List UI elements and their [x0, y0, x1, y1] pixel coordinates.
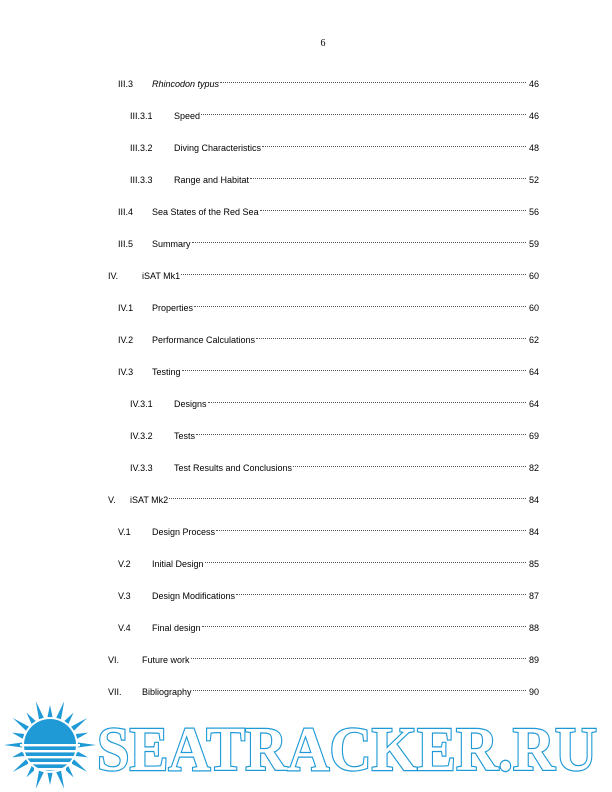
toc-entry-title: Design Process — [152, 527, 216, 537]
toc-entry-number: IV.1 — [118, 303, 134, 313]
toc-entry-title: Designs — [174, 399, 207, 409]
toc-entry-number: IV. — [108, 271, 119, 281]
toc-entry-title: Rhincodon typus — [152, 79, 220, 89]
sun-ray — [64, 713, 73, 724]
sun-ray — [47, 773, 52, 785]
toc-entry-page: 88 — [528, 623, 539, 633]
toc-entry[interactable] — [118, 328, 539, 345]
toc-entry-number: III.3.3 — [130, 175, 153, 185]
sun-ray — [71, 759, 87, 772]
sun-ray — [36, 701, 44, 719]
toc-entry[interactable] — [108, 488, 539, 505]
toc-entry-page: 48 — [528, 143, 539, 153]
leader-dots — [194, 292, 526, 307]
leader-dots — [216, 516, 526, 531]
toc-entry[interactable] — [118, 360, 539, 377]
leader-dots — [205, 548, 526, 563]
toc-entry[interactable] — [118, 72, 539, 89]
toc-entry-number: IV.3.1 — [130, 399, 153, 409]
watermark — [0, 698, 612, 792]
leader-dots — [182, 356, 526, 371]
leader-dots — [260, 196, 526, 211]
toc-entry-title: Speed — [174, 111, 201, 121]
toc-entry-number: V.2 — [118, 559, 131, 569]
leader-dots — [256, 324, 526, 339]
toc-entry-number: V.4 — [118, 623, 131, 633]
toc-entry-page: 90 — [528, 687, 539, 697]
toc-entry[interactable] — [118, 584, 539, 601]
toc-entry-number: III.3.2 — [130, 143, 153, 153]
toc-entry-title: Future work — [142, 655, 190, 665]
toc-entry-title: Initial Design — [152, 559, 204, 569]
leader-dots — [201, 100, 526, 115]
toc-entry-page: 84 — [528, 527, 539, 537]
toc-entry[interactable] — [108, 680, 539, 697]
toc-entry-number: VI. — [108, 655, 120, 665]
toc-entry-page: 62 — [528, 335, 539, 345]
toc-entry-title: Test Results and Conclusions — [174, 463, 293, 473]
toc-entry-title: Tests — [174, 431, 196, 441]
toc-entry-title: Design Modifications — [152, 591, 236, 601]
toc-entry-number: III.3 — [118, 79, 134, 89]
toc-entry[interactable] — [108, 264, 539, 281]
toc-entry-page: 46 — [528, 79, 539, 89]
sun-ray — [76, 733, 88, 739]
toc-entry-title: Diving Characteristics — [174, 143, 262, 153]
toc-entry[interactable] — [130, 104, 539, 121]
toc-entry-number: III.3.1 — [130, 111, 153, 121]
toc-entry-title: Summary — [152, 239, 191, 249]
toc-entry-page: 52 — [528, 175, 539, 185]
watermark-text: SEATRACKER.RU — [97, 716, 597, 784]
toc-entry[interactable] — [118, 232, 539, 249]
toc-entry-number: V.3 — [118, 591, 131, 601]
toc-entry-number: VII. — [108, 687, 122, 697]
leader-dots — [196, 420, 526, 435]
toc-entry-page: 85 — [528, 559, 539, 569]
sun-ray — [26, 713, 35, 724]
sun-ray — [56, 771, 64, 789]
toc-entry-title: Testing — [152, 367, 181, 377]
toc-entry-number: V. — [108, 495, 116, 505]
toc-entry-page: 82 — [528, 463, 539, 473]
toc-entry-page: 59 — [528, 239, 539, 249]
sun-ray — [36, 771, 44, 789]
toc-entry-page: 56 — [528, 207, 539, 217]
sun-ray — [71, 718, 87, 731]
sun-ray — [13, 718, 29, 731]
toc-entry-number: IV.3.2 — [130, 431, 153, 441]
toc-entry[interactable] — [130, 424, 539, 441]
toc-entry-title: iSAT Mk2 — [130, 495, 169, 505]
toc-entry[interactable] — [108, 648, 539, 665]
leader-dots — [208, 388, 526, 403]
sun-logo-icon — [4, 701, 96, 788]
toc-entry-page: 84 — [528, 495, 539, 505]
toc-entry-title: Properties — [152, 303, 194, 313]
toc-entry[interactable] — [118, 616, 539, 633]
toc-entry-number: IV.3 — [118, 367, 134, 377]
toc-entry-number: V.1 — [118, 527, 131, 537]
leader-dots — [193, 676, 526, 691]
leader-dots — [192, 228, 526, 243]
toc-entry-page: 89 — [528, 655, 539, 665]
sun-ray — [78, 742, 96, 747]
sun-ray — [12, 733, 24, 739]
leader-dots — [293, 452, 526, 467]
toc-entry[interactable] — [130, 392, 539, 409]
page-number: 6 — [320, 38, 326, 49]
toc-entry-page: 87 — [528, 591, 539, 601]
sun-ray — [26, 766, 35, 777]
toc-entry[interactable] — [118, 296, 539, 313]
toc-entry-number: III.4 — [118, 207, 134, 217]
toc-entry[interactable] — [130, 136, 539, 153]
toc-entry-number: IV.2 — [118, 335, 134, 345]
toc-entry-title: iSAT Mk1 — [142, 271, 181, 281]
toc-entry-title: Sea States of the Red Sea — [152, 207, 259, 217]
toc-entry[interactable] — [130, 456, 539, 473]
leader-dots — [262, 132, 526, 147]
toc-entry-page: 64 — [528, 367, 539, 377]
toc-entry-page: 46 — [528, 111, 539, 121]
leader-dots — [202, 612, 526, 627]
toc-entry[interactable] — [130, 168, 539, 185]
sun-ray — [47, 705, 52, 717]
sun-ray — [56, 701, 64, 719]
sun-ray — [13, 759, 29, 772]
leader-dots — [250, 164, 526, 179]
toc-entry-title: Range and Habitat — [174, 175, 250, 185]
sun-ray — [4, 742, 22, 747]
toc-entry[interactable] — [118, 552, 539, 569]
leader-dots — [236, 580, 526, 595]
toc-entry-page: 64 — [528, 399, 539, 409]
leader-dots — [181, 260, 526, 275]
toc-entry-page: 60 — [528, 303, 539, 313]
toc-entry-page: 60 — [528, 271, 539, 281]
toc-entry-page: 69 — [528, 431, 539, 441]
toc-entry-title: Final design — [152, 623, 201, 633]
toc-entry[interactable] — [118, 200, 539, 217]
toc-entry-number: IV.3.3 — [130, 463, 153, 473]
toc-entry-title: Performance Calculations — [152, 335, 256, 345]
leader-dots — [191, 644, 526, 659]
sun-ray — [64, 766, 73, 777]
toc-entry[interactable] — [118, 520, 539, 537]
leader-dots — [220, 68, 526, 83]
toc-entry-number: III.5 — [118, 239, 134, 249]
toc-entry-title: Bibliography — [142, 687, 192, 697]
leader-dots — [169, 484, 526, 499]
